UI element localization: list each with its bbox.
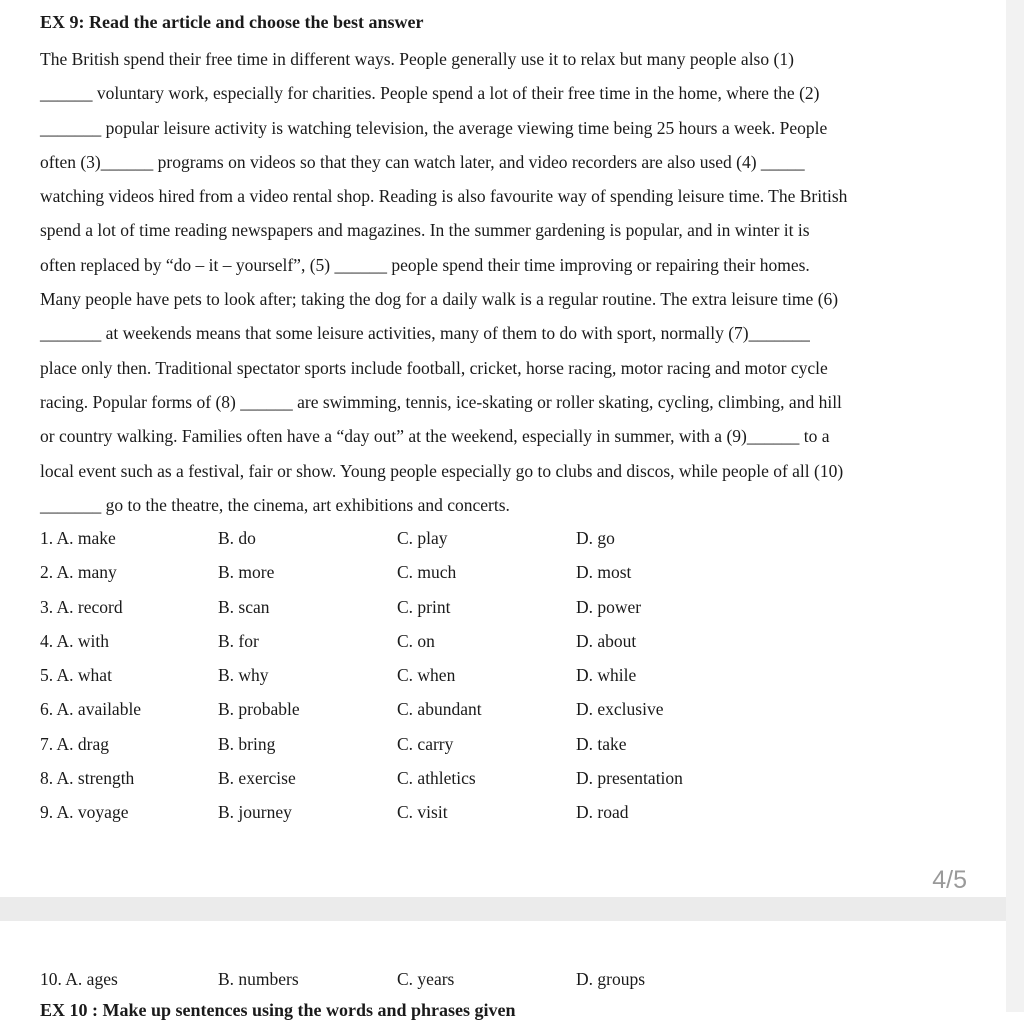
- option-c: C. on: [397, 630, 435, 651]
- option-c: C. when: [397, 665, 456, 686]
- option-d: D. presentation: [576, 768, 683, 789]
- option-a: 6. A. available: [40, 699, 142, 720]
- next-exercise-heading: EX 10 : Make up sentences using the words and phrases given: [40, 1000, 516, 1020]
- option-b: B. bring: [218, 733, 276, 754]
- option-d: D. most: [576, 562, 632, 583]
- question-row: [40, 590, 760, 624]
- option-d: D. take: [576, 733, 627, 754]
- question-row: [40, 555, 760, 589]
- option-a: 2. A. many: [40, 562, 117, 583]
- option-b: B. do: [218, 528, 256, 548]
- option-b: B. exercise: [218, 768, 296, 789]
- article-paragraph: [40, 42, 980, 522]
- option-c: C. carry: [397, 733, 454, 754]
- option-d: D. exclusive: [576, 699, 664, 720]
- article-line: place only then. Traditional spectator sports include football, cricket, horse racing, motor racing and motor cycle: [40, 357, 828, 378]
- page-right-edge: [1006, 0, 1024, 1012]
- article-line: ______ voluntary work, especially for charities. People spend a lot of their free time in the home, where the (2): [40, 83, 820, 104]
- article-line: _______ popular leisure activity is watching television, the average viewing time being 25 hours a week. People: [40, 117, 828, 138]
- option-b: B. scan: [218, 596, 270, 617]
- page-separator: [0, 897, 1006, 921]
- article-line: racing. Popular forms of (8) ______ are swimming, tennis, ice-skating or roller skating, cycling, climbing, and hill: [40, 391, 842, 412]
- question-row: [40, 795, 760, 829]
- option-d: D. road: [576, 802, 629, 823]
- option-a: 4. A. with: [40, 630, 110, 651]
- question-row: [40, 761, 760, 795]
- question-row: [40, 727, 760, 761]
- question-row: [40, 658, 760, 692]
- option-c: C. abundant: [397, 699, 482, 720]
- option-d: D. go: [576, 528, 615, 548]
- option-c: C. athletics: [397, 768, 476, 789]
- question-row: [40, 624, 760, 658]
- question-row: [40, 521, 760, 555]
- option-c: C. print: [397, 596, 451, 617]
- article-line: _______ at weekends means that some leisure activities, many of them to do with sport, normally (7)_______: [40, 323, 810, 344]
- option-c: C. years: [397, 969, 455, 989]
- option-c: C. much: [397, 562, 457, 583]
- question-row: [40, 962, 760, 996]
- option-b: B. probable: [218, 699, 300, 720]
- answer-options-continued: [40, 962, 760, 996]
- option-a: 8. A. strength: [40, 768, 135, 789]
- article-line: spend a lot of time reading newspapers and magazines. In the summer gardening is popular, and in winter it is: [40, 220, 810, 241]
- option-a: 7. A. drag: [40, 733, 110, 754]
- option-b: B. journey: [218, 802, 292, 823]
- option-b: B. why: [218, 665, 269, 686]
- option-a: 9. A. voyage: [40, 802, 129, 823]
- question-row: [40, 692, 760, 726]
- option-a: 5. A. what: [40, 665, 112, 686]
- option-c: C. play: [397, 528, 448, 548]
- answer-options: [40, 521, 760, 830]
- article-line: or country walking. Families often have a “day out” at the weekend, especially in summer, with a (9)______ to a: [40, 426, 830, 447]
- option-b: B. for: [218, 630, 259, 651]
- article-line: often replaced by “do – it – yourself”, (5) ______ people spend their time improving or repairing their homes.: [40, 254, 810, 275]
- option-d: D. groups: [576, 969, 646, 989]
- article-line: watching videos hired from a video rental shop. Reading is also favourite way of spending leisure time. The British: [40, 186, 848, 207]
- article-line: _______ go to the theatre, the cinema, art exhibitions and concerts.: [40, 494, 510, 515]
- page-number: 4/5: [932, 866, 967, 894]
- article-line: often (3)______ programs on videos so that they can watch later, and video recorders are also used (4) _____: [40, 151, 805, 172]
- option-a: 10. A. ages: [40, 969, 118, 989]
- article-line: local event such as a festival, fair or show. Young people especially go to clubs and discos, while people of all (10): [40, 460, 844, 481]
- option-a: 3. A. record: [40, 596, 123, 617]
- option-d: D. about: [576, 630, 637, 651]
- article-line: Many people have pets to look after; taking the dog for a daily walk is a regular routine. The extra leisure time (6): [40, 289, 839, 310]
- option-c: C. visit: [397, 802, 448, 823]
- option-d: D. while: [576, 665, 637, 686]
- article-line: The British spend their free time in different ways. People generally use it to relax but many people also (1): [40, 49, 794, 69]
- option-a: 1. A. make: [40, 528, 116, 548]
- option-b: B. more: [218, 562, 275, 583]
- option-d: D. power: [576, 596, 642, 617]
- exercise-title: EX 9: Read the article and choose the best answer: [40, 12, 424, 32]
- option-b: B. numbers: [218, 969, 299, 989]
